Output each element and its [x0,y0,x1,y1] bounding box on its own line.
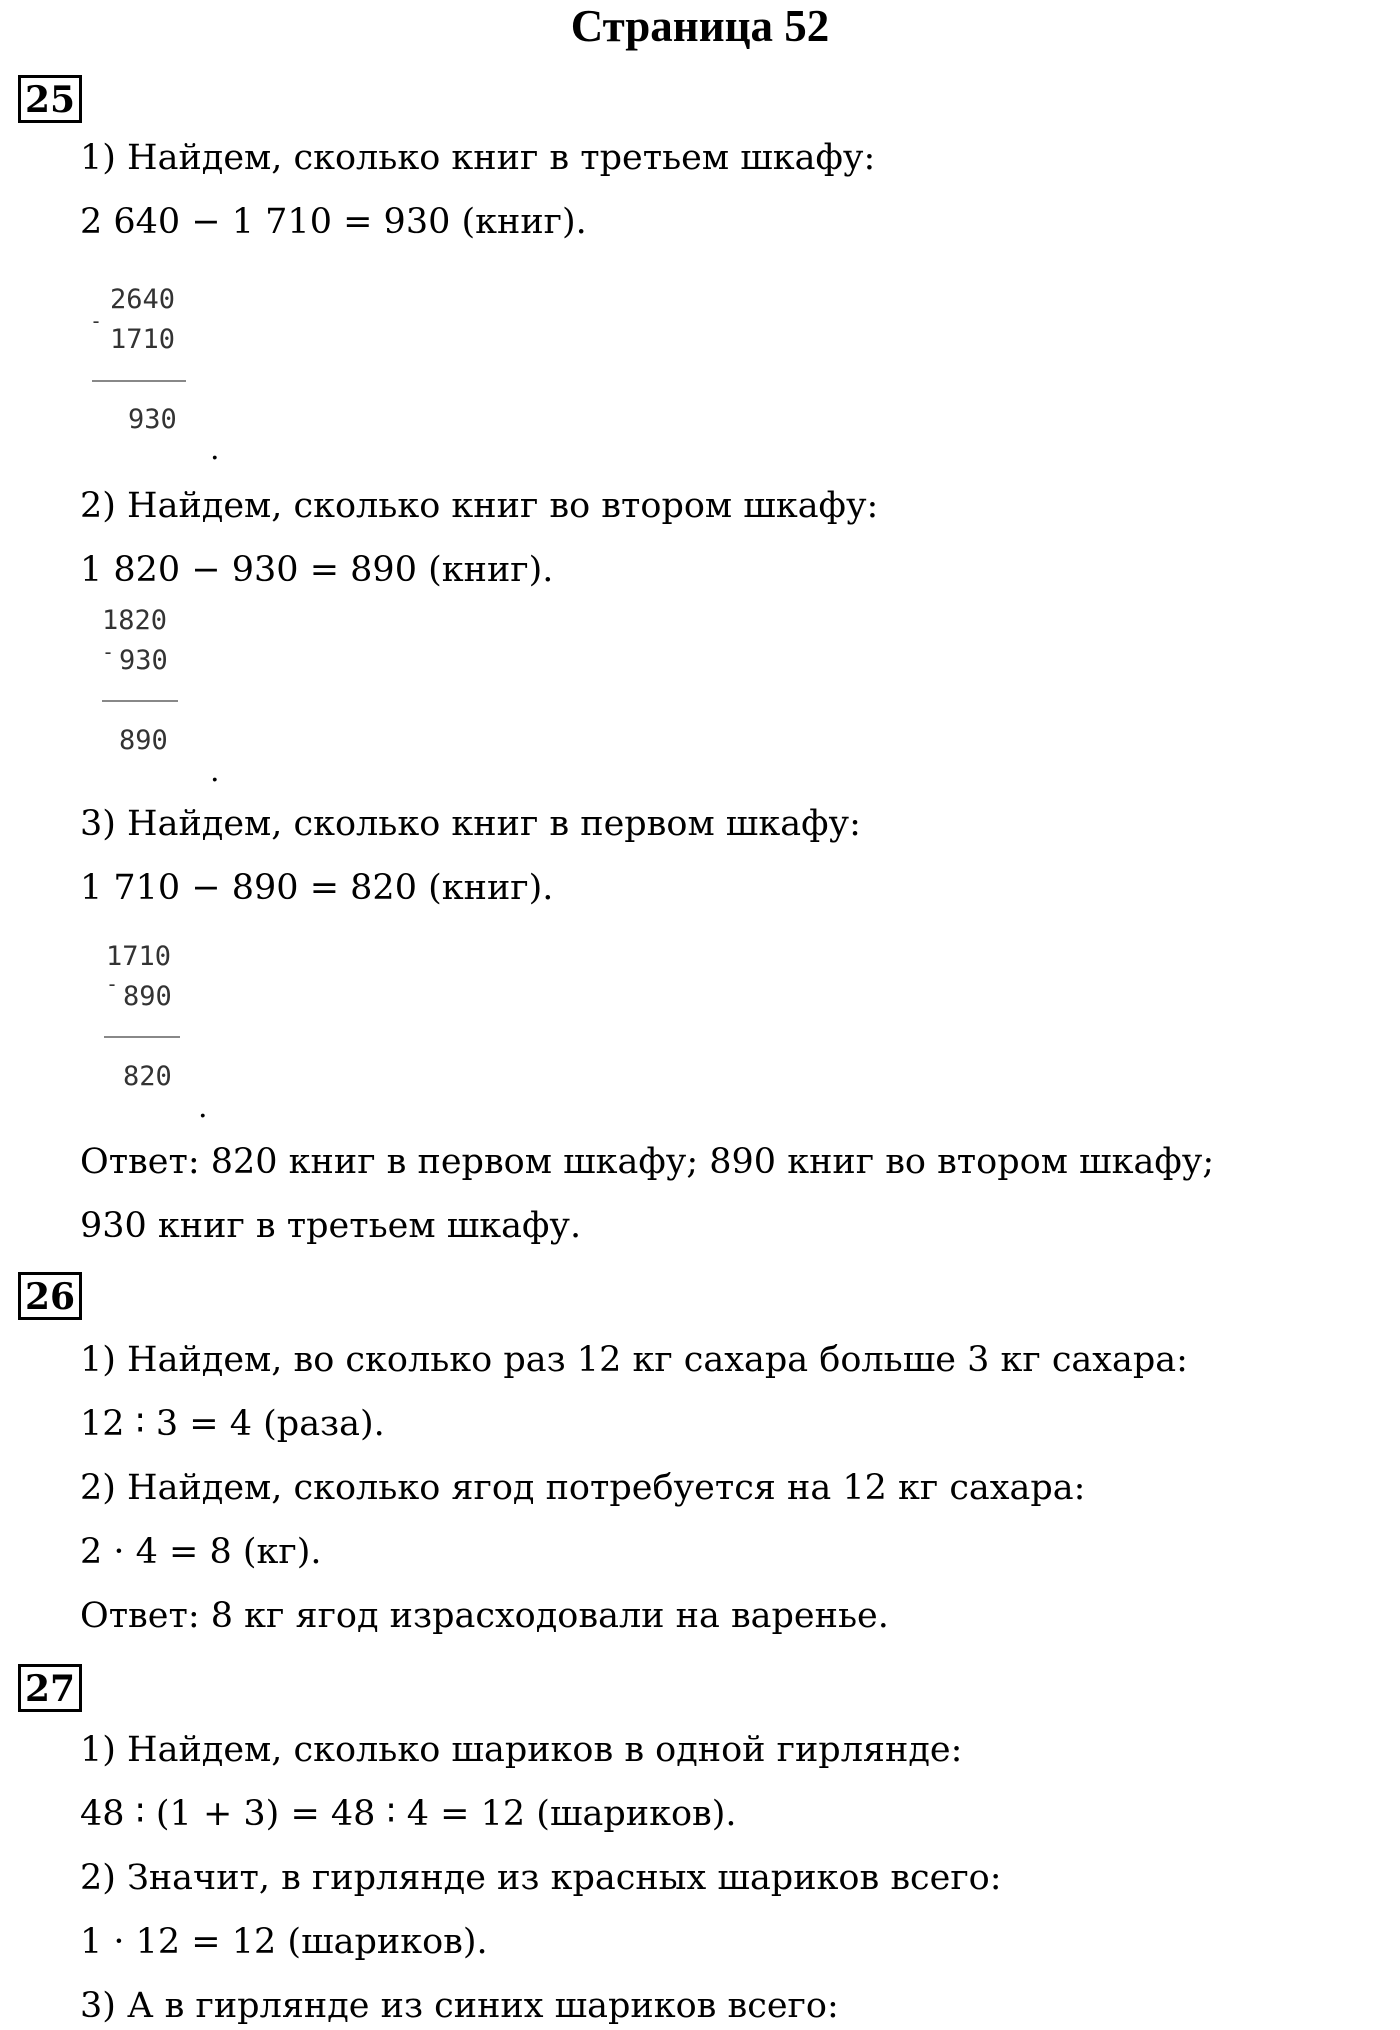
task-26-step1-text: 1) Найдем, во сколько раз 12 кг сахара больше 3 кг сахара: [80,1340,1188,1380]
subtrahend: 930 [119,645,168,676]
task-27-step2-text: 2) Значит, в гирлянде из красных шариков всего: [80,1858,1002,1898]
task-25-step3-equation: 1 710 − 890 = 820 (книг). [80,868,554,908]
task-27-step2-equation: 1 · 12 = 12 (шариков). [80,1922,488,1962]
minuend: 1820 [102,605,168,636]
result: 820 [123,1061,172,1092]
task-26-step2-text: 2) Найдем, сколько ягод потребуется на 12 кг сахара: [80,1468,1086,1508]
task-25-column-subtraction-2 [100,606,220,766]
subtrahend: 890 [123,981,172,1012]
minuend: 1710 [106,941,172,972]
task-25-step2-text: 2) Найдем, сколько книг во втором шкафу: [80,486,879,526]
minus-sign: - [90,309,103,333]
task-25-column-subtraction-1 [88,283,218,443]
task-number-27: 27 [18,1664,82,1712]
task-26-step2-equation: 2 · 4 = 8 (кг). [80,1532,322,1572]
task-25-step2-equation: 1 820 − 930 = 890 (книг). [80,550,554,590]
task-26-step1-equation: 12 ∶ 3 = 4 (раза). [80,1404,385,1444]
subtrahend: 1710 [110,324,176,355]
result-line [102,700,178,702]
calc-period: . [210,754,220,789]
calc-period: . [198,1090,208,1125]
task-25-step1-text: 1) Найдем, сколько книг в третьем шкафу: [80,138,876,178]
task-27-step1-equation: 48 ∶ (1 + 3) = 48 ∶ 4 = 12 (шариков). [80,1794,737,1834]
task-25-step3-text: 3) Найдем, сколько книг в первом шкафу: [80,804,861,844]
task-26-answer: Ответ: 8 кг ягод израсходовали на варенье. [80,1596,889,1636]
page-title: Страница 52 [570,1,830,51]
task-25-column-subtraction-3 [104,942,224,1102]
minuend: 2640 [110,284,176,315]
task-25-answer-line1: Ответ: 820 книг в первом шкафу; 890 книг во втором шкафу; [80,1142,1215,1182]
task-number-25: 25 [18,75,82,123]
task-27-step3-text: 3) А в гирлянде из синих шариков всего: [80,1986,839,2026]
calc-period: . [210,432,220,467]
minus-sign: - [106,972,119,996]
minus-sign: - [102,640,115,664]
result-line [104,1036,180,1038]
task-number-26: 26 [18,1272,82,1320]
result: 890 [119,725,168,756]
task-25-step1-equation: 2 640 − 1 710 = 930 (книг). [80,202,587,242]
task-25-answer-line2: 930 книг в третьем шкафу. [80,1206,582,1246]
result-line [92,380,186,382]
task-27-step1-text: 1) Найдем, сколько шариков в одной гирлянде: [80,1730,963,1770]
result: 930 [128,404,177,435]
